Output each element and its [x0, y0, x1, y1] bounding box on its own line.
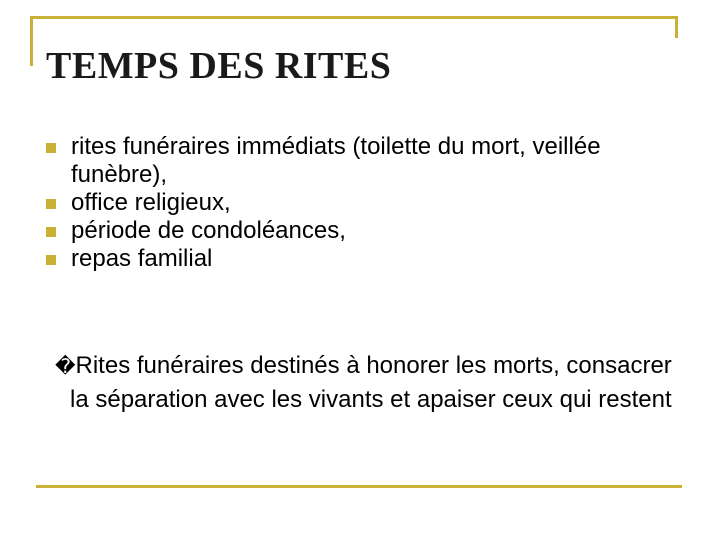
frame-bottom-line [36, 485, 682, 488]
square-bullet-icon [46, 255, 56, 265]
bullet-text: rites funéraires immédiats (toilette du mort, veillée funèbre), [71, 133, 601, 188]
paragraph-marker-glyph: � [55, 354, 76, 378]
slide-title: TEMPS DES RITES [46, 45, 392, 87]
frame-left-line [30, 16, 33, 66]
square-bullet-icon [46, 227, 56, 237]
body-paragraph [55, 349, 690, 417]
bullet-item [46, 189, 666, 217]
bullet-list [46, 133, 666, 273]
bullet-item [46, 133, 666, 189]
square-bullet-icon [46, 143, 56, 153]
frame-top-line [30, 16, 678, 19]
bullet-item [46, 245, 666, 273]
paragraph-text: Rites funéraires destinés à honorer les morts, consacrer la séparation avec les vivants et apaiser ceux qui restent [70, 352, 672, 413]
bullet-text: repas familial [71, 245, 213, 272]
frame-right-line [675, 16, 678, 38]
square-bullet-icon [46, 199, 56, 209]
bullet-text: office religieux, [71, 189, 231, 216]
bullet-item [46, 217, 666, 245]
bullet-text: période de condoléances, [71, 217, 346, 244]
